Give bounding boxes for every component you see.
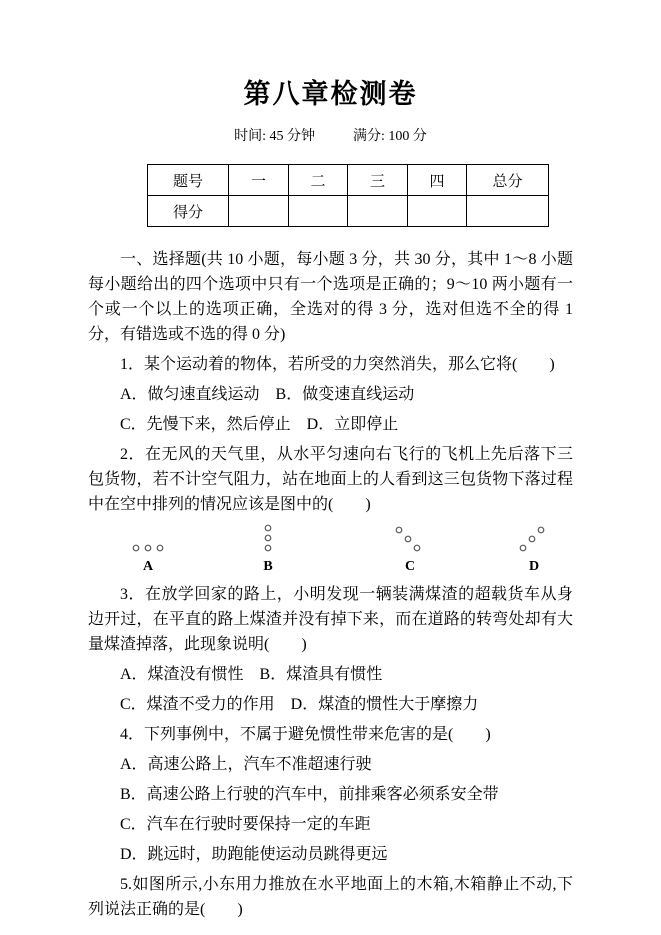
figure-label-d: D <box>528 559 540 574</box>
three-dots-diagonal-descending-icon <box>386 523 434 557</box>
exam-time-label: 时间: 45 分钟 <box>234 129 315 144</box>
score-cell-empty <box>408 196 467 227</box>
figure-label-b: B <box>263 559 273 574</box>
question-3-stem: 3．在放学回家的路上，小明发现一辆装满煤渣的超载货车从身边开过，在平直的路上煤渣并没有掉下来，而在道路的转弯处却有大量煤渣掉落，此现象说明( ) <box>88 586 573 653</box>
score-cell-empty <box>348 196 408 227</box>
score-table <box>147 164 549 227</box>
three-dots-horizontal-icon <box>124 523 172 557</box>
question-2-stem: 2．在无风的天气里，从水平匀速向右飞行的飞机上先后落下三包货物，若不计空气阻力，站在地面上的人看到这三包货物下落过程中在空中排列的情况应该是图中的( ) <box>88 446 573 513</box>
page-title: 第八章检测卷 <box>243 79 418 109</box>
score-row-label: 得分 <box>148 196 229 227</box>
three-dots-vertical-icon <box>244 523 292 557</box>
score-cell-empty <box>467 196 549 227</box>
exam-full-score-label: 满分: 100 分 <box>353 129 427 144</box>
question-4-option-d: D．跳远时，助跑能使运动员跳得更远 <box>120 846 388 863</box>
figure-label-c: C <box>404 559 416 574</box>
score-table-score-row <box>148 196 549 227</box>
question-2-figure-option-a <box>124 523 172 575</box>
score-table-col-question-number: 题号 <box>148 165 229 196</box>
section-one-instructions: 一、选择题(共 10 小题，每小题 3 分，共 30 分，其中 1～8 小题每小题给出的四个选项中只有一个选项是正确的；9～10 两小题有一个或一个以上的选项正确，全选对的得 3 分，选对但选不全的得 1 分，有错选或不选的得 0 分) <box>88 251 573 343</box>
question-4-option-c: C．汽车在行驶时要保持一定的车距 <box>120 816 371 833</box>
figure-label-a: A <box>142 559 154 574</box>
score-table-col-three: 三 <box>348 165 408 196</box>
question-4-stem: 4．下列事例中，不属于避免惯性带来危害的是( ) <box>120 726 491 743</box>
question-1-stem: 1．某个运动着的物体，若所受的力突然消失，那么它将( ) <box>120 356 555 373</box>
question-1-options-cd: C．先慢下来，然后停止 D．立即停止 <box>120 416 399 433</box>
three-dots-diagonal-ascending-icon <box>510 523 558 557</box>
question-2-figure-row <box>88 523 573 577</box>
exam-meta <box>88 128 573 146</box>
score-table-col-total: 总分 <box>467 165 549 196</box>
question-2-figure-option-c <box>386 523 434 575</box>
question-3-options-ab: A．煤渣没有惯性 B．煤渣具有惯性 <box>120 666 383 683</box>
score-table-col-one: 一 <box>229 165 289 196</box>
score-cell-empty <box>289 196 348 227</box>
score-table-header-row <box>148 165 549 196</box>
question-4-option-b: B．高速公路上行驶的汽车中，前排乘客必须系安全带 <box>120 786 499 803</box>
question-2-figure-option-d <box>510 523 558 575</box>
score-table-col-four: 四 <box>408 165 467 196</box>
question-1-options-ab: A．做匀速直线运动 B．做变速直线运动 <box>120 386 415 403</box>
question-5-stem: 5.如图所示,小东用力推放在水平地面上的木箱,木箱静止不动,下列说法正确的是( ) <box>88 876 573 918</box>
question-3-options-cd: C．煤渣不受力的作用 D．煤渣的惯性大于摩擦力 <box>120 696 479 713</box>
question-4-option-a: A．高速公路上，汽车不准超速行驶 <box>120 756 372 773</box>
score-table-col-two: 二 <box>289 165 348 196</box>
question-2-figure-option-b <box>244 523 292 575</box>
score-cell-empty <box>229 196 289 227</box>
